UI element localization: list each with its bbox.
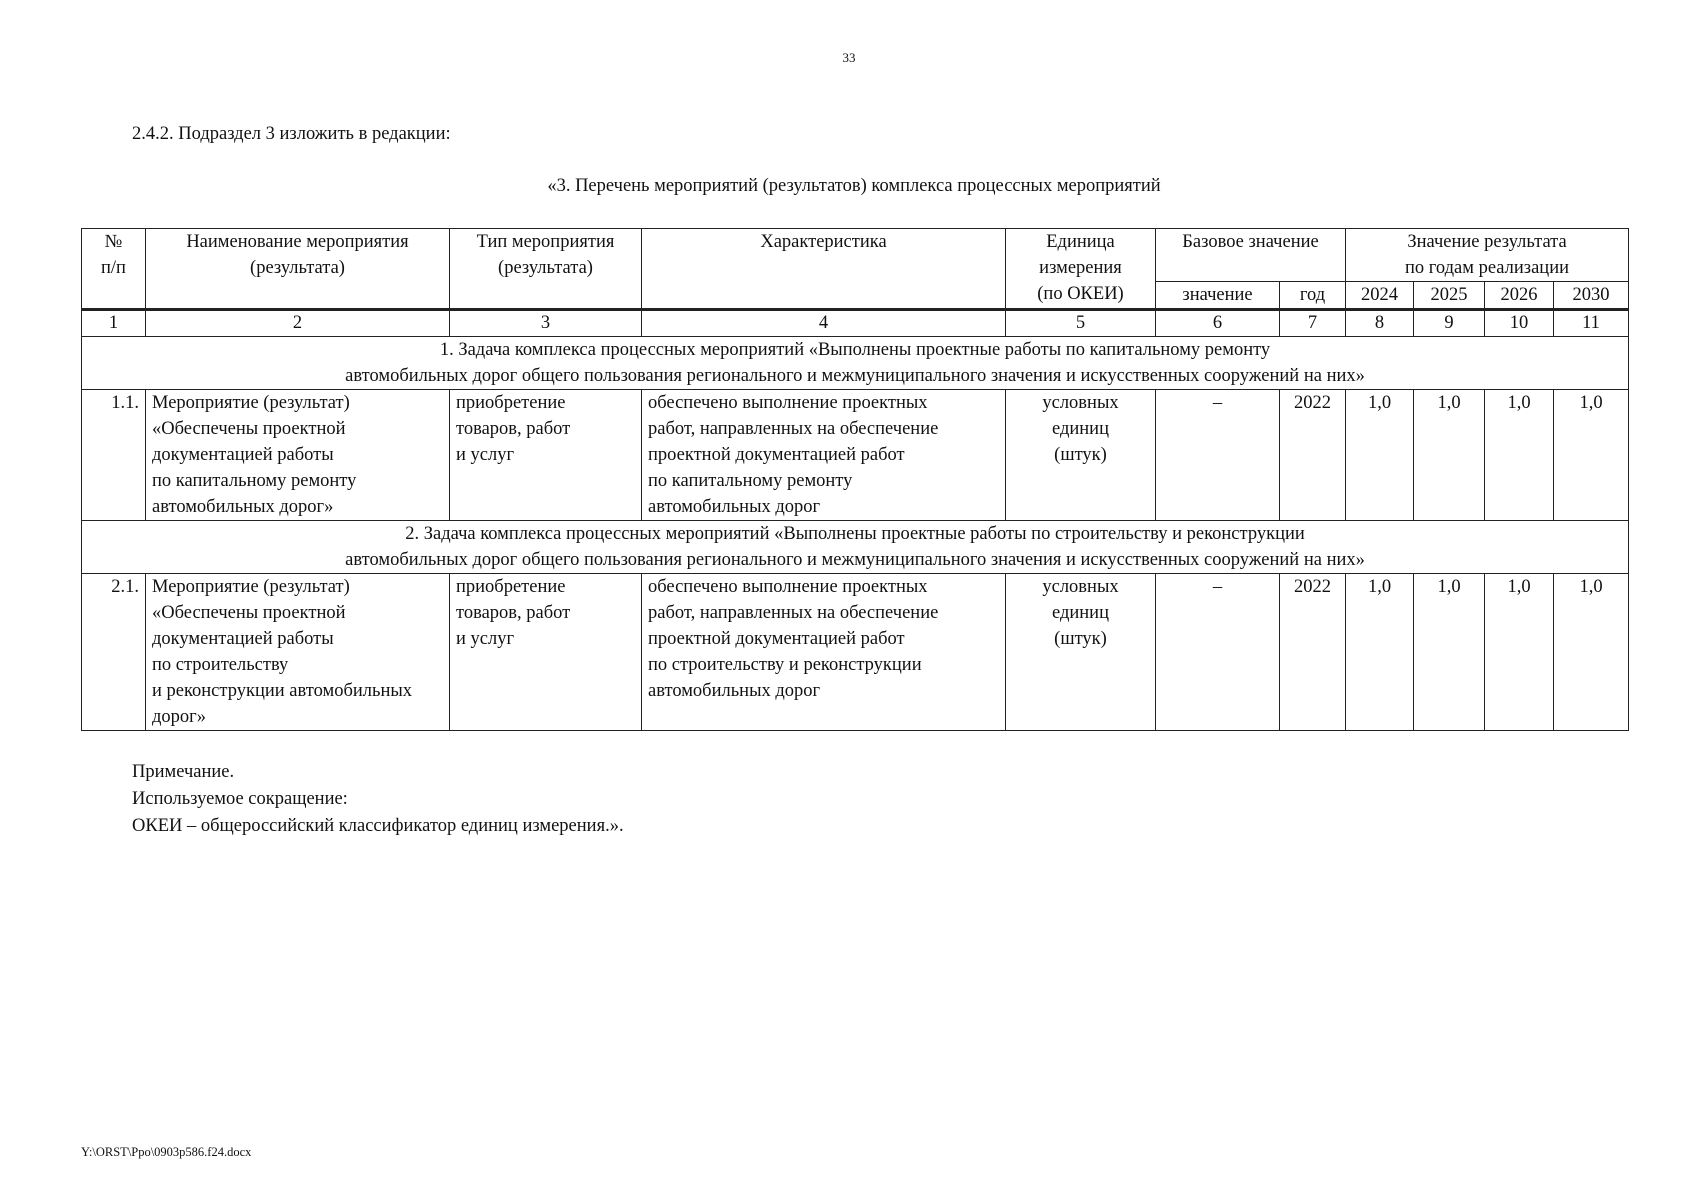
- column-number: 2: [146, 310, 450, 337]
- note-line: ОКЕИ – общероссийский классификатор единиц измерения.».: [132, 816, 624, 836]
- column-number: 1: [82, 310, 146, 337]
- header-year: 2030: [1554, 282, 1629, 310]
- task-row: [82, 521, 1629, 574]
- column-number: 4: [642, 310, 1006, 337]
- item-value: 1,0: [1554, 390, 1629, 521]
- note-line: Используемое сокращение:: [132, 789, 348, 809]
- header-year: 2026: [1485, 282, 1554, 310]
- header-base: Базовое значение: [1156, 229, 1346, 282]
- header-year: 2025: [1414, 282, 1485, 310]
- header-unit: Единица измерения (по ОКЕИ): [1006, 229, 1156, 310]
- page-number: 33: [842, 50, 856, 65]
- item-characteristic: обеспечено выполнение проектных работ, направленных на обеспечение проектной документацией работ по капитальному ремонту автомобильных дорог: [642, 390, 1006, 521]
- header-year: 2024: [1346, 282, 1414, 310]
- item-characteristic: обеспечено выполнение проектных работ, направленных на обеспечение проектной документацией работ по строительству и реконструкции автомобильных дорог: [642, 574, 1006, 731]
- column-number: 3: [450, 310, 642, 337]
- item-value: 1,0: [1414, 390, 1485, 521]
- item-value: 1,0: [1346, 390, 1414, 521]
- column-number: 6: [1156, 310, 1280, 337]
- column-number: 7: [1280, 310, 1346, 337]
- item-value: 1,0: [1554, 574, 1629, 731]
- item-base-value: –: [1156, 390, 1280, 521]
- column-number: 9: [1414, 310, 1485, 337]
- item-type: приобретение товаров, работ и услуг: [450, 574, 642, 731]
- header-type: Тип мероприятия (результата): [450, 229, 642, 310]
- column-number: 10: [1485, 310, 1554, 337]
- item-num: 2.1.: [82, 574, 146, 731]
- column-number: 8: [1346, 310, 1414, 337]
- task-title: 1. Задача комплекса процессных мероприятий «Выполнены проектные работы по капитальному ремонту автомобильных дорог общего пользования регионального и межмуниципального значения и искусственных сооружений на них»: [82, 337, 1629, 390]
- column-number: 5: [1006, 310, 1156, 337]
- item-type: приобретение товаров, работ и услуг: [450, 390, 642, 521]
- table-row: [82, 574, 1629, 731]
- item-unit: условных единиц (штук): [1006, 574, 1156, 731]
- item-base-value: –: [1156, 574, 1280, 731]
- item-unit: условных единиц (штук): [1006, 390, 1156, 521]
- note-heading: Примечание.: [132, 762, 235, 782]
- column-number: 11: [1554, 310, 1629, 337]
- header-characteristic: Характеристика: [642, 229, 1006, 310]
- header-num: № п/п: [82, 229, 146, 310]
- item-base-year: 2022: [1280, 574, 1346, 731]
- header-base-year: год: [1280, 282, 1346, 310]
- intro-paragraph: 2.4.2. Подраздел 3 изложить в редакции:: [132, 124, 451, 144]
- task-row: [82, 337, 1629, 390]
- item-name: Мероприятие (результат) «Обеспечены проектной документацией работы по капитальному ремонту автомобильных дорог»: [146, 390, 450, 521]
- task-title: 2. Задача комплекса процессных мероприятий «Выполнены проектные работы по строительству и реконструкции автомобильных дорог общего пользования регионального и межмуниципального значения и искусственных сооружений на них»: [82, 521, 1629, 574]
- item-value: 1,0: [1346, 574, 1414, 731]
- item-value: 1,0: [1485, 574, 1554, 731]
- header-base-value: значение: [1156, 282, 1280, 310]
- table-row: [82, 390, 1629, 521]
- measures-table: [81, 228, 1629, 731]
- item-num: 1.1.: [82, 390, 146, 521]
- section-title: «3. Перечень мероприятий (результатов) комплекса процессных мероприятий: [547, 176, 1161, 196]
- header-result: Значение результата по годам реализации: [1346, 229, 1629, 282]
- file-path-footer: Y:\ORST\Ppo\0903p586.f24.docx: [81, 1145, 252, 1159]
- column-numbers-row: [82, 310, 1629, 337]
- item-base-year: 2022: [1280, 390, 1346, 521]
- item-name: Мероприятие (результат) «Обеспечены проектной документацией работы по строительству и реконструкции автомобильных дорог»: [146, 574, 450, 731]
- header-name: Наименование мероприятия (результата): [146, 229, 450, 310]
- item-value: 1,0: [1414, 574, 1485, 731]
- item-value: 1,0: [1485, 390, 1554, 521]
